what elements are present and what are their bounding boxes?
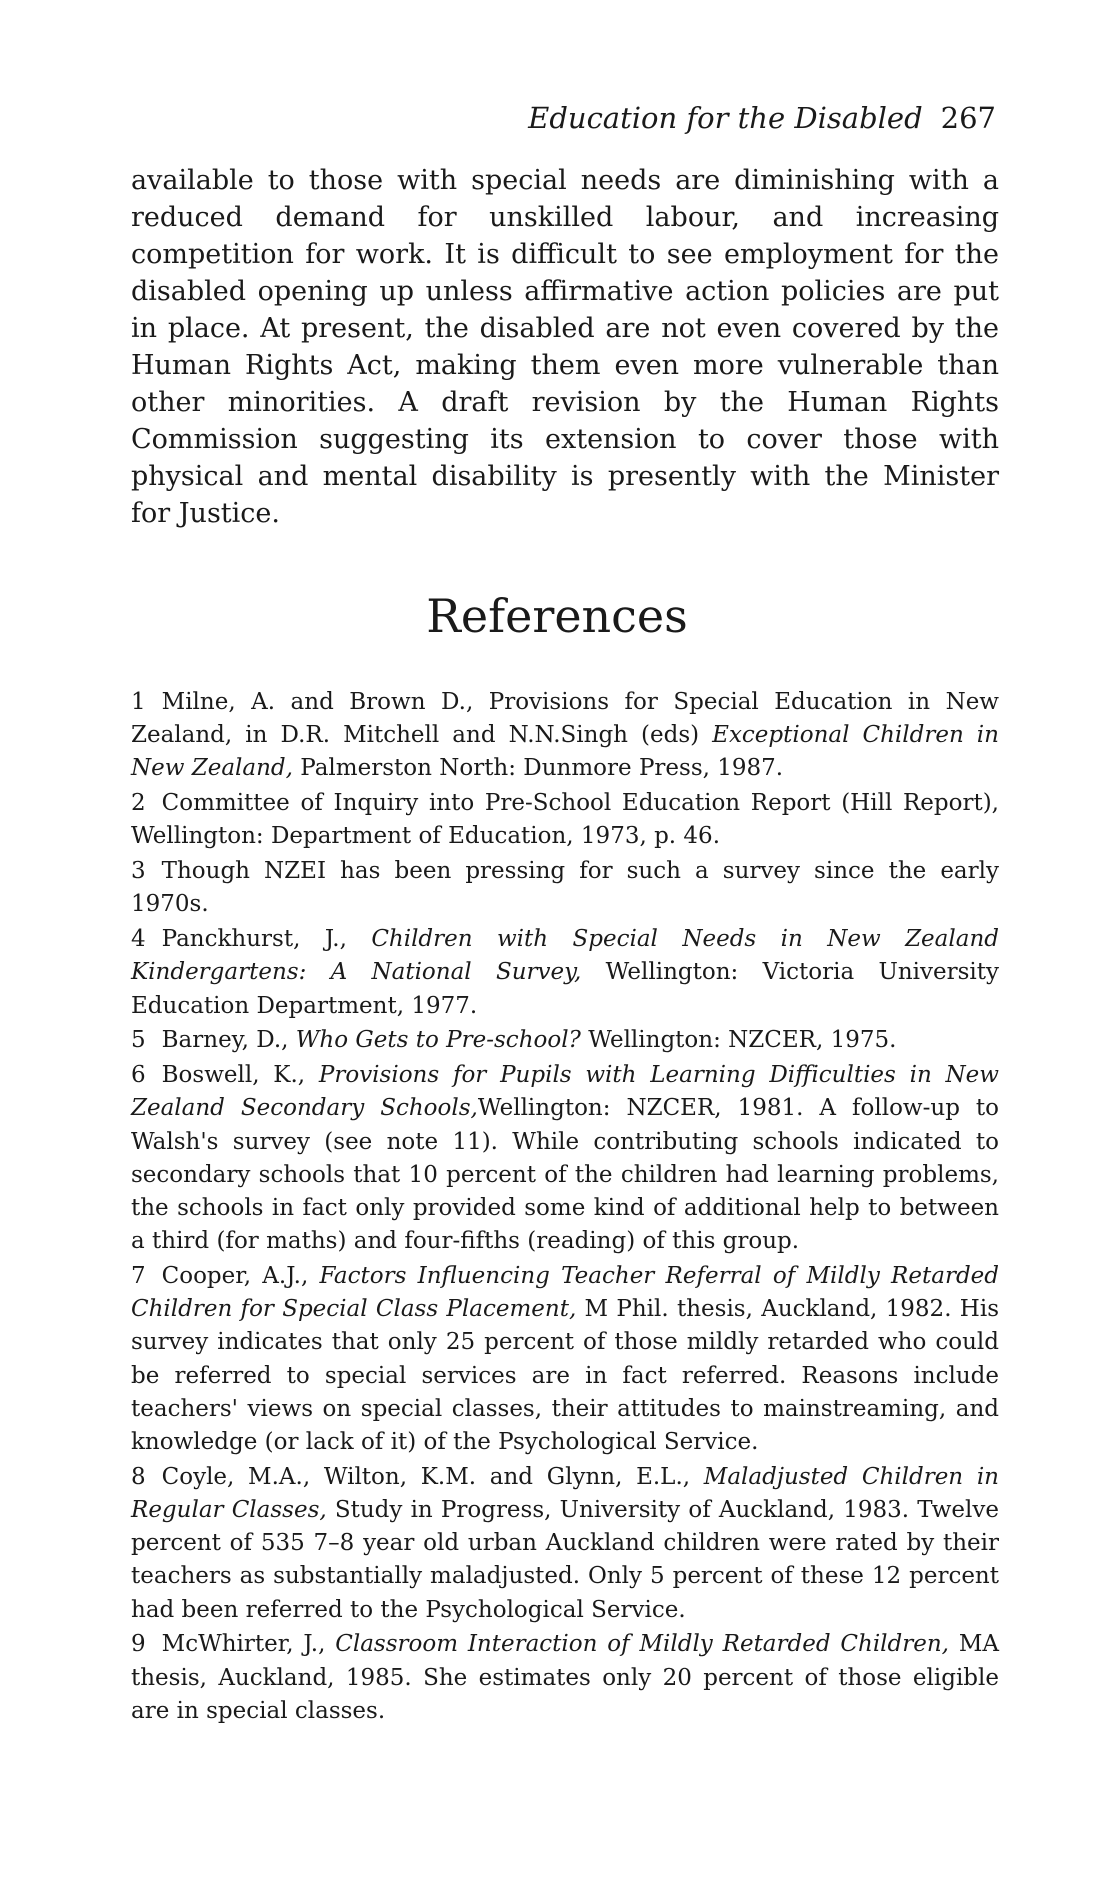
running-head-title: Education for the Disabled <box>528 101 923 135</box>
reference-text-tail: Wellington: NZCER, 1981. A follow-up to Walsh's survey (see note 11). While contributing schools indicated to secondary schools that 10 percent of the children had learning problems, the schools in fact only provided some kind of additional help to between a third (for maths) and four-fifths (reading) of this group. <box>131 1095 999 1255</box>
reference-text: Coyle, M.A., Wilton, K.M. and Glynn, E.L., <box>161 1463 704 1490</box>
reference-number: 1 <box>131 689 146 715</box>
reference-item <box>131 1024 999 1057</box>
reference-title: Maladjusted Children in Regular Classes, <box>131 1463 999 1524</box>
reference-text-tail: M Phil. thesis, Auckland, 1982. His survey indicates that only 25 percent of those mildly retarded who could be referred to special services are in fact referred. Reasons include teachers' views on special classes, their attitudes to mainstreaming, and knowledge (or lack of it) of the Psychological Service. <box>131 1296 1000 1456</box>
reference-title: Provisions for Pupils with Learning Difficulties in New Zealand Secondary Schools, <box>131 1062 999 1122</box>
reference-number: 5 <box>131 1027 146 1054</box>
reference-title: Classroom Interaction of Mildly Retarded Children, <box>335 1631 949 1658</box>
reference-text: Milne, A. and Brown D., Provisions for Special Education in New Zealand, in D.R. Mitchell and N.N.Singh (eds) <box>131 689 999 749</box>
reference-text: Though NZEI has been pressing for such a survey since the early 1970s. <box>131 858 999 918</box>
page-number: 267 <box>940 101 996 135</box>
reference-text-tail: Wellington: NZCER, 1975. <box>580 1027 897 1054</box>
reference-text-tail: MA thesis, Auckland, 1985. She estimates only 20 percent of those eligible are in special classes. <box>131 1631 999 1724</box>
reference-number: 3 <box>131 858 146 885</box>
reference-number: 9 <box>131 1631 146 1658</box>
reference-text: Cooper, A.J., <box>161 1263 320 1290</box>
reference-number: 6 <box>131 1062 146 1089</box>
reference-title: Children with Special Needs in New Zealand Kindergartens: A National Survey, <box>131 926 999 986</box>
reference-text-tail: Palmerston North: Dunmore Press, 1987. <box>292 755 784 782</box>
body-paragraph: available to those with special needs are diminishing with a reduced demand for unskilled labour, and increasing competition for work. It is difficult to see employment for the disabled opening up unless affirmative action policies are put in place. At present, the disabled are not even covered by the Human Rights Act, making them even more vulnerable than other minorities. A draft revision by the Human Rights Commission suggesting its extension to cover those with physical and mental disability is presently with the Minister for Justice. <box>131 165 999 529</box>
reference-item <box>131 1260 999 1459</box>
running-head <box>528 100 996 136</box>
reference-title: Exceptional Children in New Zealand, <box>131 722 999 782</box>
reference-number: 4 <box>131 926 146 953</box>
reference-text-tail: Wellington: Victoria University Education Department, 1977. <box>131 959 999 1019</box>
reference-number: 7 <box>131 1263 146 1290</box>
reference-item <box>131 1461 999 1627</box>
reference-item <box>131 1628 999 1728</box>
reference-item <box>131 787 999 853</box>
reference-text-tail: Study in Progress, University of Auckland, 1983. Twelve percent of 535 7–8 year old urban Auckland children were rated by their teachers as substantially maladjusted. Only 5 percent of these 12 percent had been referred to the Psychological Service. <box>131 1497 999 1623</box>
references-heading: References <box>426 589 688 643</box>
reference-number: 2 <box>131 790 146 817</box>
reference-text: Committee of Inquiry into Pre-School Education Report (Hill Report), Wellington: Department of Education, 1973, p. 46. <box>131 790 999 850</box>
reference-text: Barney, D., <box>161 1027 296 1054</box>
reference-item <box>131 686 999 786</box>
reference-title: Factors Influencing Teacher Referral of Mildly Retarded Children for Special Class Placement, <box>131 1263 999 1323</box>
reference-text: Boswell, K., <box>161 1062 319 1089</box>
reference-item <box>131 855 999 921</box>
reference-text: Panckhurst, J., <box>161 926 372 953</box>
reference-item <box>131 923 999 1023</box>
reference-item <box>131 1059 999 1258</box>
reference-text: McWhirter, J., <box>161 1631 336 1658</box>
reference-list <box>131 686 999 1730</box>
reference-title: Who Gets to Pre-school? <box>295 1027 581 1054</box>
reference-number: 8 <box>131 1463 146 1490</box>
